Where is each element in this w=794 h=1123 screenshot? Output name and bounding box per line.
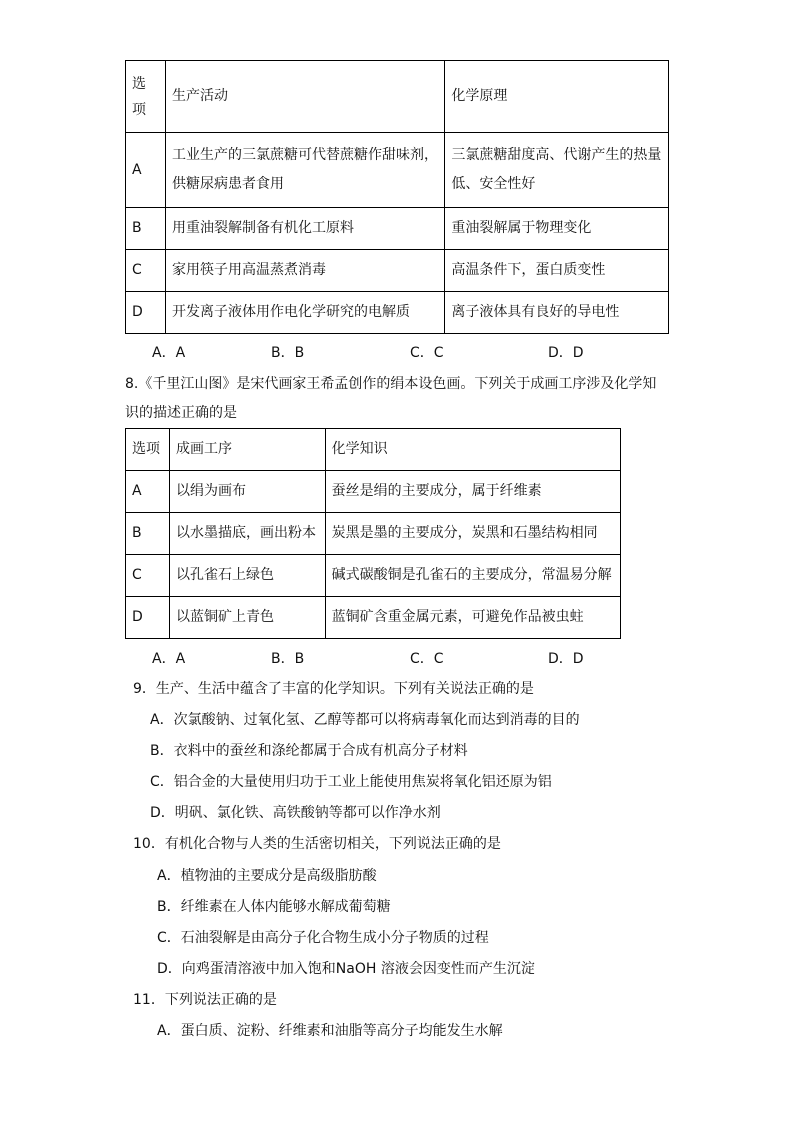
cell-option: B (126, 513, 170, 555)
choice-c: C．C (410, 651, 444, 667)
choice-b: B．B (271, 651, 305, 667)
cell-knowledge: 蓝铜矿含重金属元素，可避免作品被虫蛀 (325, 597, 620, 639)
cell-knowledge: 炭黑是墨的主要成分，炭黑和石墨结构相同 (325, 513, 620, 555)
header-option: 选项 (126, 429, 170, 471)
cell-option: D (126, 597, 170, 639)
question-9-option-a: A．次氯酸钠、过氧化氢、乙醇等都可以将病毒氧化而达到消毒的目的 (150, 712, 580, 728)
cell-option: B (126, 208, 166, 250)
cell-process: 以水墨描底，画出粉本 (169, 513, 325, 555)
cell-knowledge: 碱式碳酸铜是孔雀石的主要成分，常温易分解 (325, 555, 620, 597)
cell-process: 以孔雀石上绿色 (169, 555, 325, 597)
question-10-option-d: D．向鸡蛋清溶液中加入饱和NaOH 溶液会因变性而产生沉淀 (157, 961, 535, 977)
table-production-chemistry (125, 60, 669, 334)
table-painting-chemistry (125, 428, 621, 639)
question-10-option-c: C．石油裂解是由高分子化合物生成小分子物质的过程 (157, 930, 489, 946)
cell-principle: 三氯蔗糖甜度高、代谢产生的热量低、安全性好 (445, 133, 669, 208)
question-11-stem: 11．下列说法正确的是 (133, 992, 277, 1008)
cell-principle: 离子液体具有良好的导电性 (445, 292, 669, 334)
choice-a: A．A (152, 651, 186, 667)
answer-choices-q7 (152, 342, 632, 362)
table-row (126, 471, 621, 513)
choice-b: B．B (271, 345, 305, 361)
header-option (126, 61, 166, 133)
cell-activity: 家用筷子用高温蒸煮消毒 (165, 250, 444, 292)
table-row (126, 133, 669, 208)
cell-activity: 开发离子液体用作电化学研究的电解质 (165, 292, 444, 334)
cell-option: C (126, 250, 166, 292)
choice-d: D．D (548, 651, 584, 667)
cell-activity: 用重油裂解制备有机化工原料 (165, 208, 444, 250)
choice-c: C．C (410, 345, 444, 361)
table-header-row (126, 61, 669, 133)
question-8-line2: 识的描述正确的是 (125, 405, 237, 421)
question-9-option-b: B．衣料中的蚕丝和涤纶都属于合成有机高分子材料 (150, 743, 468, 759)
choice-d: D．D (548, 345, 584, 361)
cell-option: C (126, 555, 170, 597)
question-9-stem: 9．生产、生活中蕴含了丰富的化学知识。下列有关说法正确的是 (133, 681, 534, 697)
cell-option: D (126, 292, 166, 334)
cell-activity: 工业生产的三氯蔗糖可代替蔗糖作甜味剂，供糖尿病患者食用 (165, 133, 444, 208)
cell-process: 以绢为画布 (169, 471, 325, 513)
cell-principle: 重油裂解属于物理变化 (445, 208, 669, 250)
header-principle: 化学原理 (445, 61, 669, 133)
table-header-row (126, 429, 621, 471)
answer-choices-q8 (152, 648, 632, 668)
choice-a: A．A (152, 345, 186, 361)
question-10-stem: 10．有机化合物与人类的生活密切相关，下列说法正确的是 (133, 836, 501, 852)
header-process: 成画工序 (169, 429, 325, 471)
header-activity: 生产活动 (165, 61, 444, 133)
table-row (126, 250, 669, 292)
question-10-option-a: A．植物油的主要成分是高级脂肪酸 (157, 868, 377, 884)
cell-process: 以蓝铜矿上青色 (169, 597, 325, 639)
header-text: 选项 (132, 75, 146, 118)
table-row (126, 292, 669, 334)
table-row (126, 208, 669, 250)
cell-principle: 高温条件下，蛋白质变性 (445, 250, 669, 292)
header-knowledge: 化学知识 (325, 429, 620, 471)
cell-option: A (126, 133, 166, 208)
table-row (126, 513, 621, 555)
question-10-option-b: B．纤维素在人体内能够水解成葡萄糖 (157, 899, 391, 915)
table-row (126, 597, 621, 639)
cell-option: A (126, 471, 170, 513)
table-row (126, 555, 621, 597)
question-9-option-c: C．铝合金的大量使用归功于工业上能使用焦炭将氧化铝还原为铝 (150, 774, 552, 790)
question-11-option-a: A．蛋白质、淀粉、纤维素和油脂等高分子均能发生水解 (157, 1023, 503, 1039)
question-9-option-d: D．明矾、氯化铁、高铁酸钠等都可以作净水剂 (150, 805, 441, 821)
cell-knowledge: 蚕丝是绢的主要成分，属于纤维素 (325, 471, 620, 513)
question-8-line1: 8.《千里江山图》是宋代画家王希孟创作的绢本设色画。下列关于成画工序涉及化学知 (125, 376, 657, 392)
